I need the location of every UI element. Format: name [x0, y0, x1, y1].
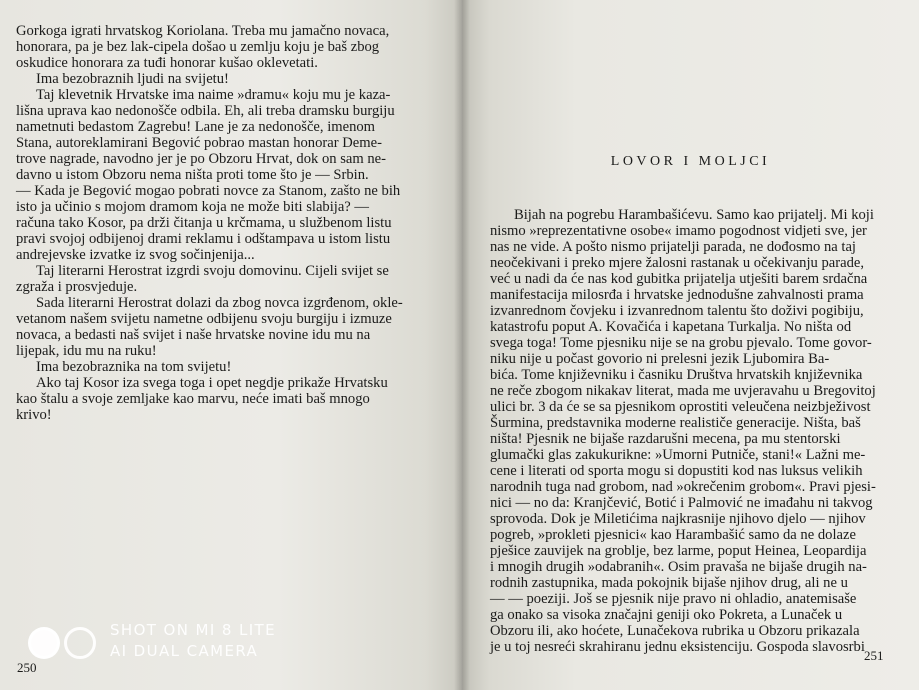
page-number-right: 251	[864, 648, 884, 663]
text-line: svega toga! Tome pjesniku nije se na grobu pjevalo. Tome govor-	[490, 335, 872, 351]
book-gutter-shadow	[454, 0, 470, 690]
text-line: Taj literarni Herostrat izgrdi svoju domovinu. Cijeli svijet se	[36, 263, 389, 279]
text-line: novaca, a bedasti naš svijet i naše hrvatske novine idu mu na	[16, 327, 371, 343]
text-line: izvanrednom čovjeku i izvanrednom talentu što doživi pogibiju,	[490, 303, 864, 319]
text-line: pješice zauvijek na groblje, bez larme, poput Heinea, Leopardija	[490, 543, 867, 559]
chapter-heading: LOVOR I MOLJCI	[610, 154, 771, 169]
text-line: je u toj nesreći skrahiranu jednu eksistenciju. Gospoda slavosrbi	[490, 639, 865, 655]
text-line: pravi svojoj odbijenoj drami reklamu i odštampava u istom listu	[16, 231, 391, 247]
text-line: neočekivani i preko mjere žalosni rastanak u očekivanju parade,	[490, 255, 865, 271]
text-line: nametnuti bedastom Zagrebu! Lane je za nedonošče, imenom	[16, 119, 376, 135]
text-line: vetanom našem svijetu nametne odbijenu svoju burgiju i izmuze	[16, 311, 392, 327]
text-line: Obzoru ili, ako hoćete, Lunačekova rubrika u Obzoru prikazala	[490, 623, 860, 639]
text-line: sprovoda. Dok je Miletićima najkrasnije njihovo djelo — njihov	[490, 511, 866, 527]
text-line: ulici br. 3 da će se sa pjesnikom oprostiti veleučena neizbježivost	[490, 399, 871, 415]
text-line: katastrofu poput A. Kovačića i kapetana Turkalja. No ništa od	[490, 319, 852, 335]
right-book-page	[462, 0, 919, 690]
text-line: oskudice honorara za tuđi honorar kušao oklevetati.	[16, 55, 318, 71]
text-line: lišna uprava kao nedonošče odbila. Eh, ali treba dramsku burgiju	[16, 103, 395, 119]
text-line: nismo »reprezentativne osobe« imamo pogodnost vidjeti sve, jer	[490, 223, 867, 239]
text-line: Sada literarni Herostrat dolazi da zbog novca izgrđenom, okle-	[36, 295, 403, 311]
text-line: ga onako sa visoka značajni geniji oko Pokreta, a Lunaček u	[490, 607, 843, 623]
text-line: krivo!	[16, 407, 52, 423]
text-line: Ima bezobraznika na tom svijetu!	[36, 359, 232, 375]
text-line: — Kada je Begović mogao pobrati novce za Stanom, zašto ne bih	[16, 183, 401, 199]
text-line: kao štalu a svoje zemljake kao marvu, neće imati baš mnogo	[16, 391, 370, 407]
text-line: već u nadi da će nas kod gubitka prijatelja utješiti barem srdačna	[490, 271, 868, 287]
text-line: rodnih zastupnika, mada pokojnik bijaše njihov drug, ali ne u	[490, 575, 848, 591]
camera-watermark	[24, 620, 276, 662]
text-line: pogreb, »prokleti pjesnici« kao Harambašić samo da ne dolaze	[490, 527, 856, 543]
text-line: — — poeziji. Još se pjesnik nije pravo ni ohladio, anatemisaše	[490, 591, 857, 607]
page-number-left: 250	[17, 660, 37, 675]
text-line: isto ja učinio s mojom dramom koja ne može biti slabija? —	[16, 199, 370, 215]
text-line: cene i literati od sporta mogu si dopustiti kod nas luksus velikih	[490, 463, 863, 479]
watermark-line-2: AI DUAL CAMERA	[110, 642, 259, 660]
text-line: Šurmina, predstavnika moderne realističe generacije. Ništa, baš	[490, 415, 861, 431]
text-line: ništa! Pjesnik ne bijaše razdarušni mecena, pa mu stentorski	[490, 431, 841, 447]
text-line: Bijah na pogrebu Harambašićevu. Samo kao prijatelj. Mi koji	[514, 207, 874, 223]
text-line: Gorkoga igrati hrvatskog Koriolana. Treba mu jamačno novaca,	[16, 23, 390, 39]
text-line: računa tako Kosor, pa drži čitanja u krčmama, u službenom listu	[16, 215, 392, 231]
text-line: ne reče zbogom nikakav literat, mada me uvjeravahu u Bregovitoj	[490, 383, 876, 399]
dual-camera-icon	[24, 621, 104, 661]
text-line: trove nagrade, navodno jer je po Obzoru Hrvat, dok on sam ne-	[16, 151, 386, 167]
text-line: nici — no da: Kranjčević, Botić i Palmović ne imađahu ni takvog	[490, 495, 873, 511]
text-line: zgraža i prosvjeduje.	[16, 279, 138, 295]
text-line: Stana, autoreklamirani Begović pobrao mastan honorar Deme-	[16, 135, 382, 151]
text-line: nas ne vide. A pošto nismo prijatelji parada, ne dođosmo na taj	[490, 239, 856, 255]
watermark-line-1: SHOT ON MI 8 LITE	[110, 621, 276, 639]
text-line: Taj klevetnik Hrvatske ima naime »dramu« koju mu je kaza-	[36, 87, 391, 103]
text-line: narodnih tuga nad grobom, nad »okrečenim grobom«. Pravi pjesi-	[490, 479, 876, 495]
text-line: Ima bezobraznih ljudi na svijetu!	[36, 71, 229, 87]
text-line: Ako taj Kosor iza svega toga i opet negdje prikaže Hrvatsku	[36, 375, 388, 391]
text-line: honorara, pa je bez lak-cipela došao u zemlju koju je baš zbog	[16, 39, 380, 55]
text-line: i mnogih drugih »odabranih«. Osim pravaša ne bijaše drugih na-	[490, 559, 867, 575]
text-line: niku nije u počast govorio ni prelesni jezik Ljubomira Ba-	[490, 351, 830, 367]
text-line: glumački glas zakukurikne: »Umorni Putniče, stani!« Lažni me-	[490, 447, 866, 463]
text-line: bića. Tome književniku i časniku Društva hrvatskih književnika	[490, 367, 863, 383]
watermark-text	[110, 620, 276, 662]
text-line: davno u istom Obzoru nema ništa proti tome što je — Srbin.	[16, 167, 369, 183]
text-line: andrejevske izvatke iz svog sočinjenija...	[16, 247, 255, 263]
text-line: lijepak, idu mu na ruku!	[16, 343, 157, 359]
text-line: manifestacija milosrđa i hrvatske jednodušne zahvalnosti prama	[490, 287, 864, 303]
